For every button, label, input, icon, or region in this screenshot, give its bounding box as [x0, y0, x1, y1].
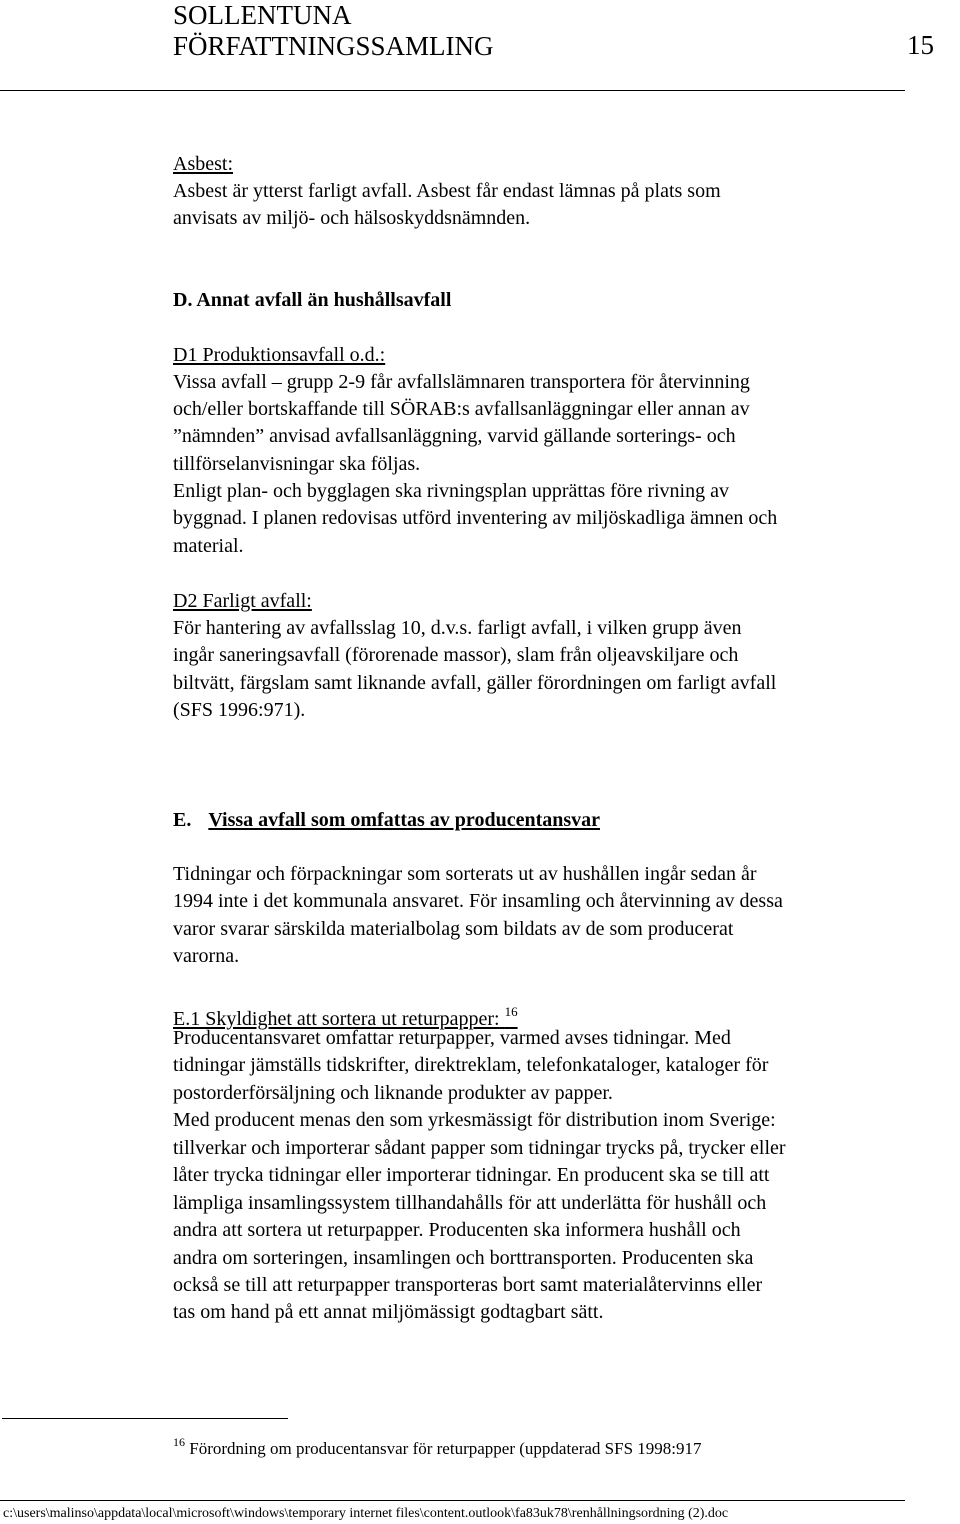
- section-d-heading: D. Annat avfall än hushållsavfall: [173, 289, 452, 311]
- footnote: [173, 1430, 702, 1461]
- asbest-line: Asbest är ytterst farligt avfall. Asbest får endast lämnas på plats som: [173, 180, 721, 202]
- section-e-heading: [173, 807, 600, 834]
- d2-line: biltvätt, färgslam samt liknande avfall, gäller förordningen om farligt avfall: [173, 672, 777, 694]
- asbest-heading: Asbest:: [173, 153, 233, 175]
- e1-line: postorderförsäljning och liknande produkter av papper.: [173, 1082, 613, 1104]
- section-e-title: Vissa avfall som omfattas av producentansvar: [208, 809, 601, 831]
- e1-line: också se till att returpapper transporteras bort samt materialåtervinns eller: [173, 1274, 763, 1296]
- e-intro-line: varorna.: [173, 945, 240, 967]
- e1-line: tas om hand på ett annat miljömässigt godtagbart sätt.: [173, 1301, 604, 1323]
- e1-heading-text: E.1 Skyldighet att sortera ut returpapper:: [173, 1008, 500, 1030]
- footer-divider: [0, 1500, 905, 1501]
- page-number: 15: [907, 30, 934, 60]
- d2-heading: D2 Farligt avfall:: [173, 590, 312, 612]
- d1-line: Vissa avfall – grupp 2-9 får avfallslämnaren transportera för återvinning: [173, 371, 750, 393]
- e1-line: lämpliga insamlingssystem tillhandahålls för att underlätta för hushåll och: [173, 1192, 767, 1214]
- d1-line: ”nämnden” anvisad avfallsanläggning, varvid gällande sorterings- och: [173, 425, 736, 447]
- footnote-number: 16: [173, 1435, 185, 1449]
- footer-file-path: c:\users\malinso\appdata\local\microsoft\windows\temporary internet files\content.outlook\fa83uk78\renhållningsordning (2).doc: [3, 1506, 729, 1521]
- e1-line: tidningar jämställs tidskrifter, direktreklam, telefonkataloger, kataloger för: [173, 1054, 769, 1076]
- e1-line: andra att sortera ut returpapper. Producenten ska informera hushåll och: [173, 1219, 741, 1241]
- d2-line: För hantering av avfallsslag 10, d.v.s. farligt avfall, i vilken grupp även: [173, 617, 742, 639]
- header-title-line2: FÖRFATTNINGSSAMLING: [173, 31, 494, 61]
- d1-line: byggnad. I planen redovisas utförd inventering av miljöskadliga ämnen och: [173, 507, 778, 529]
- d2-line: ingår saneringsavfall (förorenade massor), slam från oljeavskiljare och: [173, 644, 739, 666]
- e1-line: Med producent menas den som yrkesmässigt för distribution inom Sverige:: [173, 1109, 776, 1131]
- footnote-divider: [2, 1418, 288, 1419]
- e-intro-line: 1994 inte i det kommunala ansvaret. För insamling och återvinning av dessa: [173, 890, 783, 912]
- e1-line: låter trycka tidningar eller importerar tidningar. En producent ska se till att: [173, 1164, 770, 1186]
- e1-line: andra om sorteringen, insamlingen och borttransporten. Producenten ska: [173, 1247, 754, 1269]
- d2-line: (SFS 1996:971).: [173, 699, 306, 721]
- d1-line: och/eller bortskaffande till SÖRAB:s avfallsanläggningar eller annan av: [173, 398, 750, 420]
- e1-line: tillverkar och importerar sådant papper som tidningar trycks på, trycker eller: [173, 1137, 786, 1159]
- section-e-letter: E.: [173, 809, 192, 831]
- footnote-text: Förordning om producentansvar för returpapper (uppdaterad SFS 1998:917: [189, 1439, 702, 1458]
- e-intro-line: Tidningar och förpackningar som sorterats ut av hushållen ingår sedan år: [173, 863, 757, 885]
- header-divider: [0, 90, 905, 91]
- d1-line: Enligt plan- och bygglagen ska rivningsplan upprättas före rivning av: [173, 480, 729, 502]
- d1-line: tillförselanvisningar ska följas.: [173, 453, 421, 475]
- asbest-line: anvisats av miljö- och hälsoskyddsnämnden.: [173, 207, 531, 229]
- e-intro-line: varor svarar särskilda materialbolag som bildats av de som producerat: [173, 918, 734, 940]
- footnote-reference[interactable]: 16: [504, 1004, 518, 1019]
- d1-line: material.: [173, 535, 244, 557]
- d1-heading: D1 Produktionsavfall o.d.:: [173, 344, 386, 366]
- header-title-line1: SOLLENTUNA: [173, 0, 352, 30]
- e1-line: Producentansvaret omfattar returpapper, varmed avses tidningar. Med: [173, 1027, 731, 1049]
